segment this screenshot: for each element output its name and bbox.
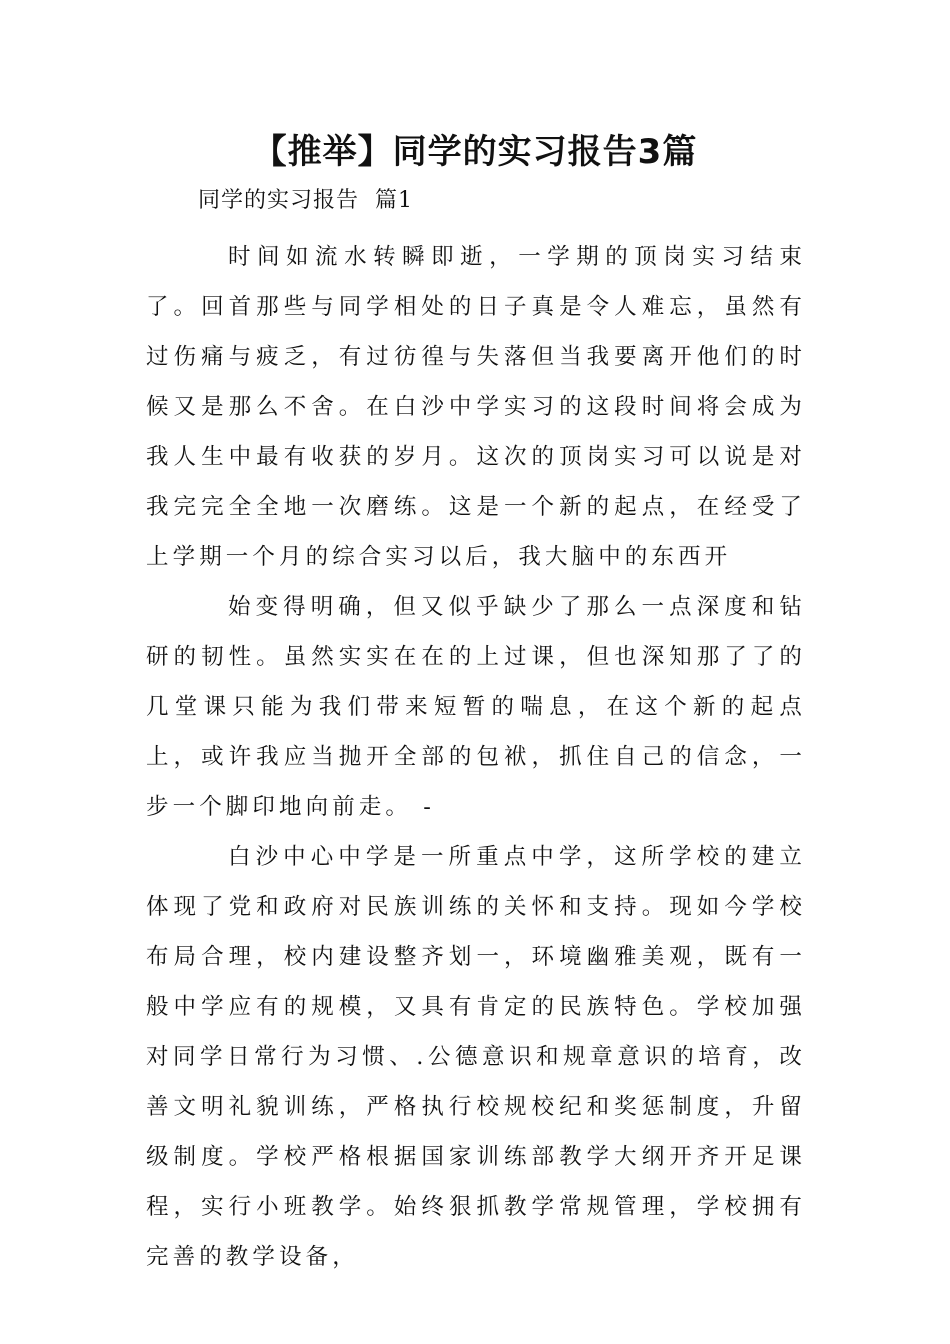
section-heading: 同学的实习报告 篇1	[198, 188, 413, 213]
paragraph: 始变得明确，但又似乎缺少了那么一点深度和钻研的韧性。虽然实实在在的上过课，但也深知那了了的几堂课只能为我们带来短暂的喘息，在这个新的起点上，或许我应当抛开全部的包袱，抓住自己的信念，一步一个脚印地向前走。 -	[146, 594, 806, 820]
paragraph: 时间如流水转瞬即逝，一学期的顶岗实习结束了。回首那些与同学相处的日子真是令人难忘，虽然有过伤痛与疲乏，有过彷徨与失落但当我要离开他们的时候又是那么不舍。在白沙中学实习的这段时间将会成为我人生中最有收获的岁月。这次的顶岗实习可以说是对我完完全全地一次磨练。这是一个新的起点，在经受了上学期一个月的综合实习以后，我大脑中的东西开	[146, 244, 806, 570]
paragraph: 白沙中心中学是一所重点中学，这所学校的建立体现了党和政府对民族训练的关怀和支持。现如今学校布局合理，校内建设整齐划一，环境幽雅美观，既有一般中学应有的规模，又具有肯定的民族特色。学校加强对同学日常行为习惯、.公德意识和规章意识的培育，改善文明礼貌训练，严格执行校规校纪和奖惩制度，升留级制度。学校严格根据国家训练部教学大纲开齐开足课程，实行小班教学。始终狠抓教学常规管理，学校拥有完善的教学设备，	[146, 844, 806, 1270]
document-title: 【推举】同学的实习报告3篇	[252, 132, 698, 172]
document-body	[146, 232, 806, 1282]
